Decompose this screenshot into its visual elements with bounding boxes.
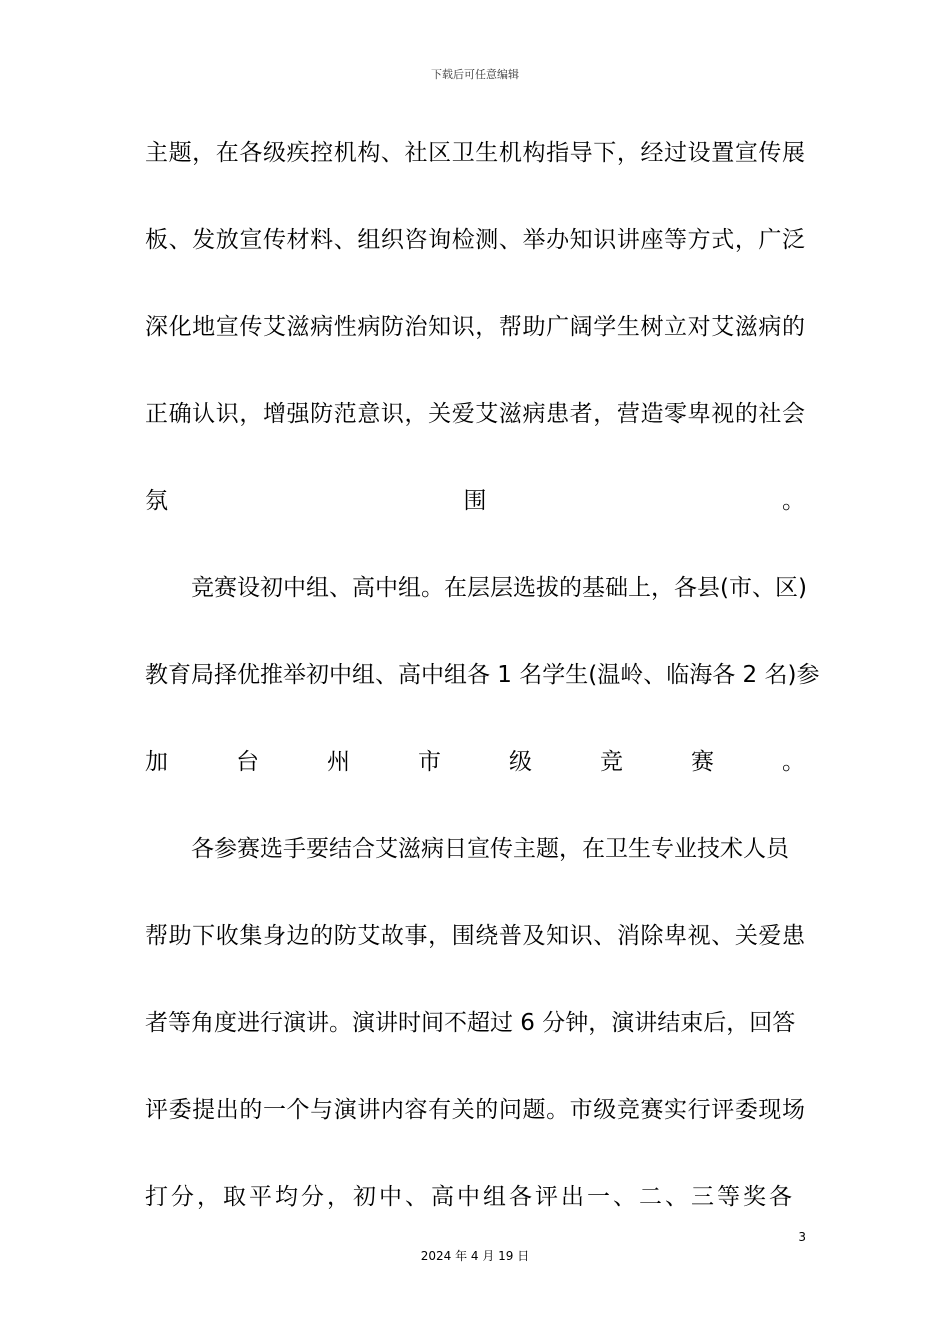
page-number: 3 [798, 1230, 806, 1244]
text-line: 各参赛选手要结合艾滋病日宣传主题，在卫生专业技术人员 [191, 836, 789, 862]
text-line-spread: 氛 围 。 [145, 488, 805, 514]
text-line: 正确认识，增强防范意识，关爱艾滋病患者，营造零卑视的社会 [145, 401, 806, 427]
text-line: 评委提出的一个与演讲内容有关的问题。市级竞赛实行评委现场 [145, 1097, 806, 1123]
document-body [145, 130, 820, 1261]
text-line: 主题，在各级疾控机构、社区卫生机构指导下，经过设置宣传展 [145, 140, 806, 166]
text-line: 竞赛设初中组、高中组。在层层选拔的基础上，各县(市、区) [191, 575, 807, 601]
text-line: 教育局择优推举初中组、高中组各 1 名学生(温岭、临海各 2 名)参 [145, 662, 820, 688]
footer-date: 2024 年 4 月 19 日 [420, 1249, 530, 1263]
text-line: 板、发放宣传材料、组织咨询检测、举办知识讲座等方式，广泛 [145, 227, 806, 253]
page-header: 下载后可任意编辑 [431, 68, 519, 81]
text-line: 深化地宣传艾滋病性病防治知识，帮助广阔学生树立对艾滋病的 [145, 314, 806, 340]
text-line-spread: 加 台 州 市 级 竞 赛 。 [145, 749, 805, 775]
text-line: 者等角度进行演讲。演讲时间不超过 6 分钟，演讲结束后，回答 [145, 1010, 796, 1036]
text-line: 帮助下收集身边的防艾故事，围绕普及知识、消除卑视、关爱患 [145, 923, 806, 949]
text-line: 打分，取平均分，初中、高中组各评出一、二、三等奖各 [145, 1184, 795, 1210]
